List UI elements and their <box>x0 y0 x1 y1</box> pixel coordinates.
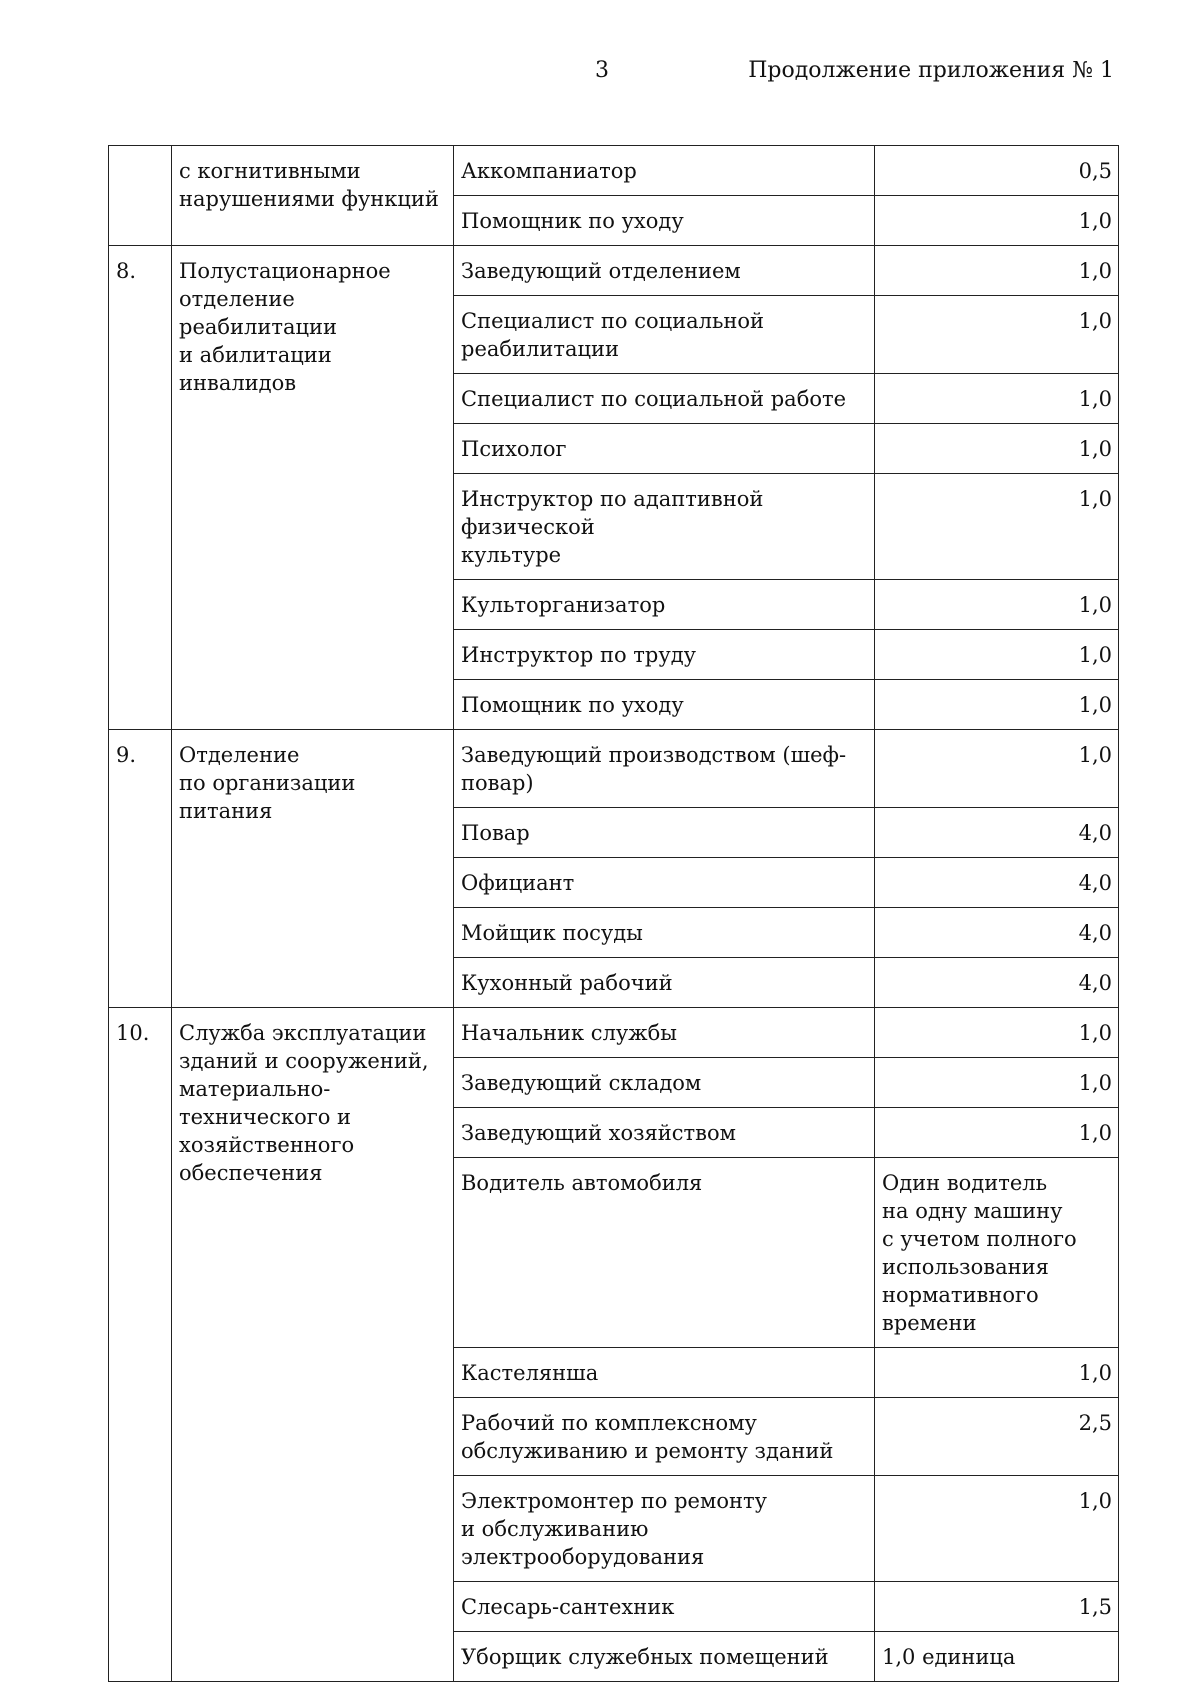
staff-units-value: на одну машину <box>882 1199 1063 1223</box>
staff-units-value: 1,0 <box>1078 209 1112 233</box>
position-title-line: Заведующий хозяйством <box>461 1121 736 1145</box>
staff-units-cell <box>875 1632 1119 1682</box>
department-cell <box>172 246 454 730</box>
staff-units-value: 2,5 <box>1078 1411 1112 1435</box>
position-cell <box>454 1058 875 1108</box>
position-title-line: Кастелянша <box>461 1361 599 1385</box>
position-cell <box>454 246 875 296</box>
staff-units-cell <box>875 730 1119 808</box>
position-title-line: культуре <box>461 543 562 567</box>
staff-units-value: 1,0 <box>1078 387 1112 411</box>
position-cell <box>454 1108 875 1158</box>
position-title-line: Культорганизатор <box>461 593 666 617</box>
position-cell <box>454 1158 875 1348</box>
department-name-line: зданий и сооружений, <box>179 1049 429 1073</box>
position-title-line: Электромонтер по ремонту <box>461 1489 767 1513</box>
department-name-line: нарушениями функций <box>179 187 439 211</box>
staff-units-cell <box>875 474 1119 580</box>
staff-units-value: 1,0 <box>1078 743 1112 767</box>
staff-units-value: с учетом полного <box>882 1227 1077 1251</box>
position-cell <box>454 908 875 958</box>
position-title-line: обслуживанию и ремонту зданий <box>461 1439 834 1463</box>
position-cell <box>454 1398 875 1476</box>
staff-units-value: 1,0 <box>1078 1489 1112 1513</box>
appendix-continuation-note: Продолжение приложения № 1 <box>748 58 1114 83</box>
staff-units-cell <box>875 1108 1119 1158</box>
position-title-line: и обслуживанию электрооборудования <box>461 1517 705 1569</box>
staff-units-cell <box>875 630 1119 680</box>
position-cell <box>454 424 875 474</box>
position-title-line: Уборщик служебных помещений <box>461 1645 829 1669</box>
staff-units-cell <box>875 858 1119 908</box>
position-cell <box>454 730 875 808</box>
position-cell <box>454 296 875 374</box>
position-cell <box>454 580 875 630</box>
staff-units-value: 1,0 <box>1078 593 1112 617</box>
department-cell <box>172 146 454 246</box>
table-row <box>109 730 1119 808</box>
staff-units-cell <box>875 958 1119 1008</box>
position-cell <box>454 680 875 730</box>
position-title-line: Помощник по уходу <box>461 693 684 717</box>
table-row <box>109 146 1119 196</box>
position-cell <box>454 958 875 1008</box>
staff-units-cell <box>875 908 1119 958</box>
staff-units-cell <box>875 296 1119 374</box>
position-title-line: повар) <box>461 771 534 795</box>
staff-units-cell <box>875 146 1119 196</box>
department-name-line: Отделение <box>179 743 300 767</box>
table-row <box>109 246 1119 296</box>
position-title-line: Инструктор по адаптивной физической <box>461 487 764 539</box>
staff-units-cell <box>875 580 1119 630</box>
staff-units-value: времени <box>882 1311 977 1335</box>
position-cell <box>454 1008 875 1058</box>
staffing-table <box>108 145 1119 1682</box>
position-cell <box>454 630 875 680</box>
page-number: 3 <box>595 58 609 83</box>
position-title-line: Рабочий по комплексному <box>461 1411 757 1435</box>
department-name-line: с когнитивными <box>179 159 361 183</box>
position-cell <box>454 858 875 908</box>
staff-units-value: 1,0 <box>1078 1021 1112 1045</box>
section-number-cell: 10. <box>109 1008 172 1682</box>
department-name-line: Полустационарное <box>179 259 391 283</box>
position-title-line: Аккомпаниатор <box>461 159 637 183</box>
position-title-line: Официант <box>461 871 575 895</box>
position-title-line: Слесарь-сантехник <box>461 1595 675 1619</box>
section-number-cell: 9. <box>109 730 172 1008</box>
staff-units-cell <box>875 246 1119 296</box>
staff-units-value: 1,0 <box>1078 1121 1112 1145</box>
position-title-line: Заведующий отделением <box>461 259 741 283</box>
position-title-line: Инструктор по труду <box>461 643 697 667</box>
staff-units-value: 4,0 <box>1078 871 1112 895</box>
position-cell <box>454 1632 875 1682</box>
staff-units-cell <box>875 808 1119 858</box>
staff-units-cell <box>875 680 1119 730</box>
position-cell <box>454 808 875 858</box>
staff-units-cell <box>875 1398 1119 1476</box>
staff-units-value: нормативного <box>882 1283 1039 1307</box>
department-name-line: обеспечения <box>179 1161 323 1185</box>
position-title-line: Мойщик посуды <box>461 921 643 945</box>
position-cell <box>454 1348 875 1398</box>
position-cell <box>454 474 875 580</box>
position-title-line: Начальник службы <box>461 1021 677 1045</box>
staff-units-value: 1,0 <box>1078 437 1112 461</box>
table-row <box>109 1008 1119 1058</box>
staff-units-value: использования <box>882 1255 1049 1279</box>
staff-units-value: 4,0 <box>1078 821 1112 845</box>
position-cell <box>454 146 875 196</box>
staff-units-cell <box>875 424 1119 474</box>
position-cell <box>454 1476 875 1582</box>
staff-units-value: 0,5 <box>1078 159 1112 183</box>
department-name-line: и абилитации инвалидов <box>179 343 332 395</box>
position-title-line: Заведующий производством (шеф- <box>461 743 847 767</box>
department-name-line: материально- <box>179 1077 331 1101</box>
position-title-line: Специалист по социальной <box>461 309 765 333</box>
position-title-line: Кухонный рабочий <box>461 971 673 995</box>
staff-units-cell <box>875 1158 1119 1348</box>
staff-units-cell <box>875 1348 1119 1398</box>
staff-units-cell <box>875 374 1119 424</box>
position-cell <box>454 1582 875 1632</box>
staffing-table-body <box>109 146 1119 1682</box>
position-title-line: Психолог <box>461 437 567 461</box>
staff-units-value: 1,0 <box>1078 693 1112 717</box>
department-cell <box>172 1008 454 1682</box>
position-title-line: Специалист по социальной работе <box>461 387 847 411</box>
position-title-line: Водитель автомобиля <box>461 1171 703 1195</box>
staff-units-cell <box>875 1476 1119 1582</box>
staff-units-value: 1,0 <box>1078 487 1112 511</box>
staff-units-cell <box>875 1058 1119 1108</box>
department-name-line: хозяйственного <box>179 1133 355 1157</box>
section-number-cell <box>109 146 172 246</box>
position-title-line: Повар <box>461 821 530 845</box>
position-title-line: Помощник по уходу <box>461 209 684 233</box>
staff-units-value: 1,0 единица <box>882 1645 1016 1669</box>
staff-units-value: Один водитель <box>882 1171 1048 1195</box>
staff-units-value: 1,0 <box>1078 259 1112 283</box>
staff-units-cell <box>875 1582 1119 1632</box>
position-title-line: Заведующий складом <box>461 1071 702 1095</box>
staff-units-value: 1,0 <box>1078 1071 1112 1095</box>
department-cell <box>172 730 454 1008</box>
staff-units-cell <box>875 196 1119 246</box>
staff-units-value: 1,5 <box>1078 1595 1112 1619</box>
position-cell <box>454 374 875 424</box>
section-number-cell: 8. <box>109 246 172 730</box>
department-name-line: по организации питания <box>179 771 356 823</box>
staff-units-value: 1,0 <box>1078 309 1112 333</box>
staff-units-cell <box>875 1008 1119 1058</box>
department-name-line: технического и <box>179 1105 352 1129</box>
staff-units-value: 4,0 <box>1078 971 1112 995</box>
department-name-line: Служба эксплуатации <box>179 1021 427 1045</box>
staff-units-value: 1,0 <box>1078 643 1112 667</box>
staff-units-value: 4,0 <box>1078 921 1112 945</box>
staff-units-value: 1,0 <box>1078 1361 1112 1385</box>
position-cell <box>454 196 875 246</box>
department-name-line: отделение реабилитации <box>179 287 338 339</box>
position-title-line: реабилитации <box>461 337 620 361</box>
